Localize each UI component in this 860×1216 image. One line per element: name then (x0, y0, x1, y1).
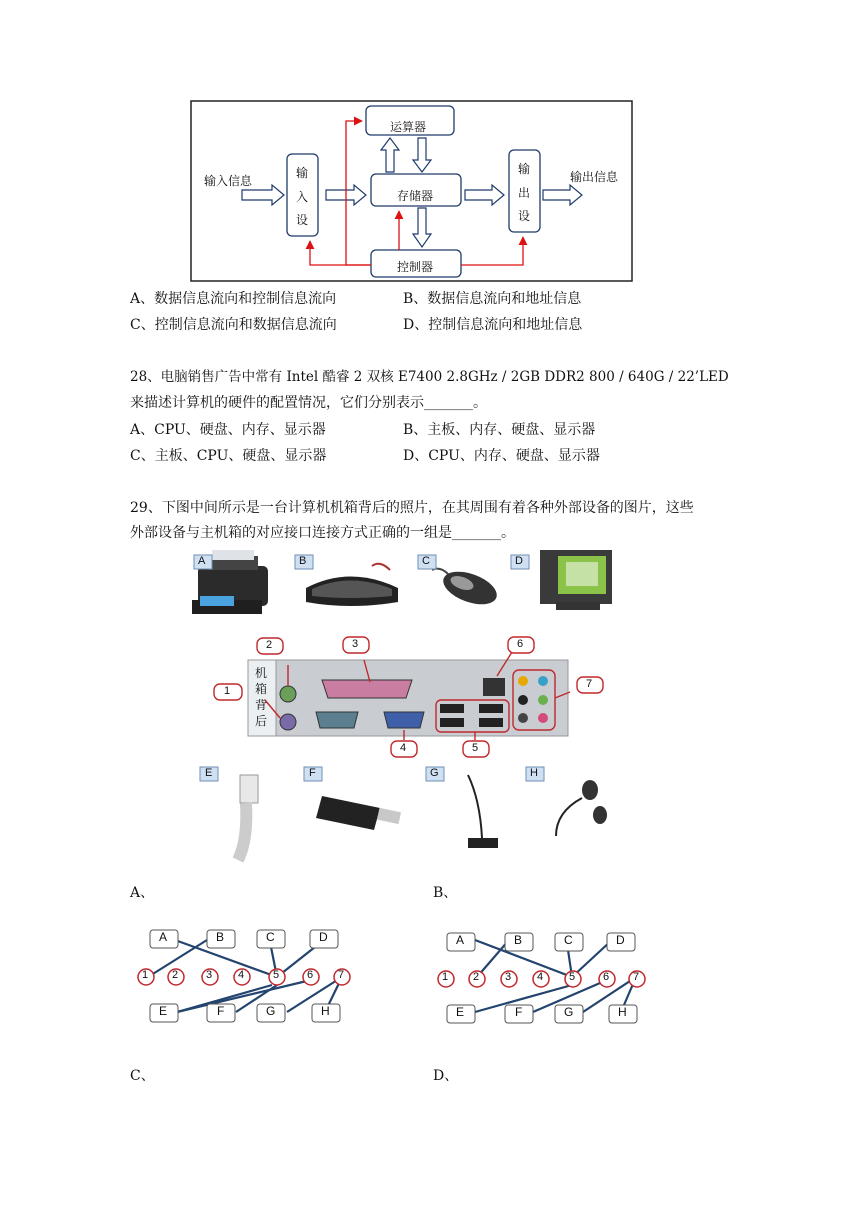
match-b-top-b: B (514, 933, 523, 947)
match-a-port-7: 7 (338, 969, 345, 981)
match-a-bottom-h: H (321, 1004, 330, 1018)
device-label-d: D (515, 555, 523, 567)
data-flow-arrow-control (413, 208, 431, 247)
data-flow-arrow-4 (543, 185, 582, 205)
q29-question-line1: 29、下图中间所示是一台计算机机箱背后的照片，在其周围有着各种外部设备的图片，这些 (130, 500, 694, 516)
match-b-top-d: D (616, 933, 625, 947)
control-line-output (461, 237, 523, 265)
output-info-label: 输出信息 (570, 170, 619, 184)
match-b-port-1: 1 (442, 971, 449, 983)
data-flow-arrow-3 (465, 185, 504, 205)
q29-option-d[interactable]: D、 (433, 1068, 459, 1084)
port-number-7: 7 (586, 678, 593, 690)
device-label-f: F (309, 767, 316, 779)
network-cable-icon (238, 775, 258, 860)
memory-label: 存储器 (397, 189, 434, 203)
match-a-bottom-g: G (266, 1004, 276, 1018)
q27-option-b[interactable]: B、数据信息流向和地址信息 (403, 291, 582, 307)
match-a-port-6: 6 (307, 969, 314, 981)
output-device-char-1: 输 (518, 162, 531, 176)
data-flow-arrow-down (413, 138, 431, 172)
peripherals-illustration (0, 540, 860, 870)
q28-option-b[interactable]: B、主板、内存、硬盘、显示器 (403, 422, 596, 438)
keyboard-icon (306, 564, 398, 606)
match-b-top-a: A (456, 933, 465, 947)
case-back-char-2: 箱 (255, 682, 268, 696)
output-device-char-2: 出 (518, 186, 531, 200)
case-back-char-1: 机 (255, 666, 268, 680)
match-b-top-c: C (564, 933, 573, 947)
match-b-port-7: 7 (633, 971, 640, 983)
device-label-g: G (430, 767, 439, 779)
case-back-char-4: 后 (255, 714, 268, 728)
port-number-2: 2 (266, 639, 273, 651)
device-label-e: E (205, 767, 213, 779)
case-back-panel (248, 660, 568, 736)
match-a-bottom-f: F (217, 1004, 225, 1018)
q28-question-line2: 来描述计算机的硬件的配置情况，它们分别表示_______。 (130, 395, 487, 411)
q28-option-d[interactable]: D、CPU、内存、硬盘、显示器 (403, 448, 600, 464)
device-label-b: B (299, 555, 307, 567)
match-a-port-1: 1 (142, 969, 149, 981)
match-a-port-2: 2 (172, 969, 179, 981)
input-device-char-2: 入 (296, 190, 309, 204)
match-b-port-5: 5 (569, 971, 576, 983)
device-label-h: H (530, 767, 538, 779)
alu-label: 运算器 (390, 120, 427, 134)
match-a-port-3: 3 (206, 969, 213, 981)
q29-question-line2: 外部设备与主机箱的对应接口连接方式正确的一组是_______。 (130, 525, 515, 541)
match-a-top-b: B (216, 930, 225, 944)
port-number-3: 3 (352, 638, 359, 650)
input-info-label: 输入信息 (204, 174, 253, 188)
device-label-a: A (198, 555, 206, 567)
cpu-structure-diagram (0, 0, 860, 300)
control-label: 控制器 (397, 260, 434, 274)
match-a-port-5: 5 (273, 969, 280, 981)
port-number-1: 1 (224, 685, 231, 697)
port-number-5: 5 (472, 742, 479, 754)
matching-diagrams (0, 920, 860, 1030)
match-b-port-4: 4 (537, 971, 544, 983)
match-b-port-6: 6 (603, 971, 610, 983)
usb-drive-icon (316, 796, 401, 830)
device-label-c: C (422, 555, 430, 567)
output-device-char-3: 设 (518, 209, 531, 223)
earphones-icon (556, 780, 607, 836)
q27-option-a[interactable]: A、数据信息流向和控制信息流向 (130, 291, 337, 307)
match-b-bottom-f: F (515, 1005, 523, 1019)
match-b-port-2: 2 (473, 971, 480, 983)
match-b-bottom-e: E (456, 1005, 465, 1019)
q27-option-d[interactable]: D、控制信息流向和地址信息 (403, 317, 583, 333)
q28-option-c[interactable]: C、主板、CPU、硬盘、显示器 (130, 448, 327, 464)
q28-option-a[interactable]: A、CPU、硬盘、内存、显示器 (130, 422, 326, 438)
match-a-bottom-e: E (159, 1004, 168, 1018)
match-b-bottom-g: G (564, 1005, 574, 1019)
q28-question-line1: 28、电脑销售广告中常有 Intel 酷睿 2 双核 E7400 2.8GHz / 2GB DDR2 800 / 640G / 22’LED (130, 369, 729, 385)
case-back-char-3: 背 (255, 698, 268, 712)
q29-option-a[interactable]: A、 (130, 885, 155, 901)
input-device-char-3: 设 (296, 213, 309, 227)
port-number-6: 6 (517, 638, 524, 650)
monitor-icon (540, 550, 612, 610)
match-b-bottom-h: H (618, 1005, 627, 1019)
q27-option-c[interactable]: C、控制信息流向和数据信息流向 (130, 317, 337, 333)
q29-option-b[interactable]: B、 (433, 885, 458, 901)
match-a-top-a: A (159, 930, 168, 944)
input-device-char-1: 输 (296, 166, 309, 180)
mouse-icon (432, 565, 501, 610)
q29-option-c[interactable]: C、 (130, 1068, 155, 1084)
match-a-top-d: D (319, 930, 328, 944)
match-a-top-c: C (266, 930, 275, 944)
match-b-port-3: 3 (505, 971, 512, 983)
match-a-port-4: 4 (238, 969, 245, 981)
port-number-4: 4 (400, 742, 407, 754)
data-flow-arrow-up (381, 138, 399, 172)
control-line-input (310, 241, 371, 265)
microphone-icon (468, 775, 498, 848)
